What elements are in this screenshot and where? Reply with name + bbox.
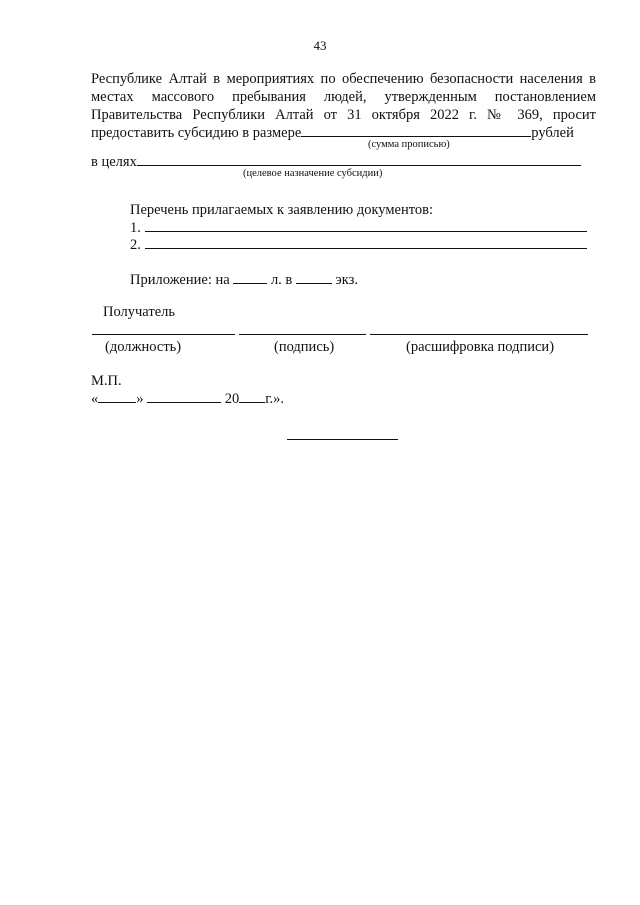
intro-paragraph xyxy=(91,70,596,124)
date-year-field[interactable] xyxy=(239,390,265,403)
purpose-label: в целях xyxy=(91,154,137,170)
attachment-prefix: Приложение: на xyxy=(130,272,230,288)
document-item-1 xyxy=(130,219,587,237)
intro-line-1: Республике Алтай в мероприятиях по обеспечению безопасности населения в xyxy=(91,71,596,87)
purpose-field[interactable] xyxy=(137,153,581,166)
end-separator xyxy=(287,439,398,440)
signature-hint: (подпись) xyxy=(274,339,335,355)
position-field[interactable] xyxy=(92,334,235,335)
date-line xyxy=(91,390,284,408)
document-item-2 xyxy=(130,236,587,254)
signature-decoding-field[interactable] xyxy=(370,334,588,335)
intro-line-3: Правительства Республики Алтай от 31 октября 2022 г. № 369, просит xyxy=(91,107,596,123)
document-item-2-field[interactable] xyxy=(145,236,587,249)
date-year-suffix: г.». xyxy=(265,391,285,407)
date-day-field[interactable] xyxy=(98,390,136,403)
amount-hint: (сумма прописью) xyxy=(368,139,450,150)
attachment-pages-field[interactable] xyxy=(233,271,267,284)
page-number: 43 xyxy=(313,38,327,53)
intro-line-2: местах массового пребывания людей, утвержденным постановлением xyxy=(91,89,596,105)
purpose-hint: (целевое назначение субсидии) xyxy=(243,168,383,179)
attachment-line xyxy=(130,271,358,289)
date-open-quote: « xyxy=(91,391,99,407)
document-item-2-number: 2. xyxy=(130,237,141,253)
amount-line xyxy=(91,124,596,142)
attachment-suffix: экз. xyxy=(335,272,358,288)
date-month-field[interactable] xyxy=(147,390,221,403)
amount-field[interactable] xyxy=(301,124,531,137)
attachment-middle: л. в xyxy=(270,272,293,288)
recipient-label: Получатель xyxy=(103,304,175,320)
signature-field[interactable] xyxy=(239,334,366,335)
documents-heading: Перечень прилагаемых к заявлению документов: xyxy=(130,202,433,218)
position-hint: (должность) xyxy=(105,339,182,355)
document-item-1-field[interactable] xyxy=(145,219,587,232)
stamp-label: М.П. xyxy=(91,373,122,389)
amount-currency: рублей xyxy=(531,125,574,141)
attachment-copies-field[interactable] xyxy=(296,271,332,284)
amount-label: предоставить субсидию в размере xyxy=(91,125,302,141)
date-year-prefix: 20 xyxy=(224,391,240,407)
decoding-hint: (расшифровка подписи) xyxy=(406,339,555,355)
document-item-1-number: 1. xyxy=(130,220,141,236)
date-close-quote: » xyxy=(136,391,144,407)
